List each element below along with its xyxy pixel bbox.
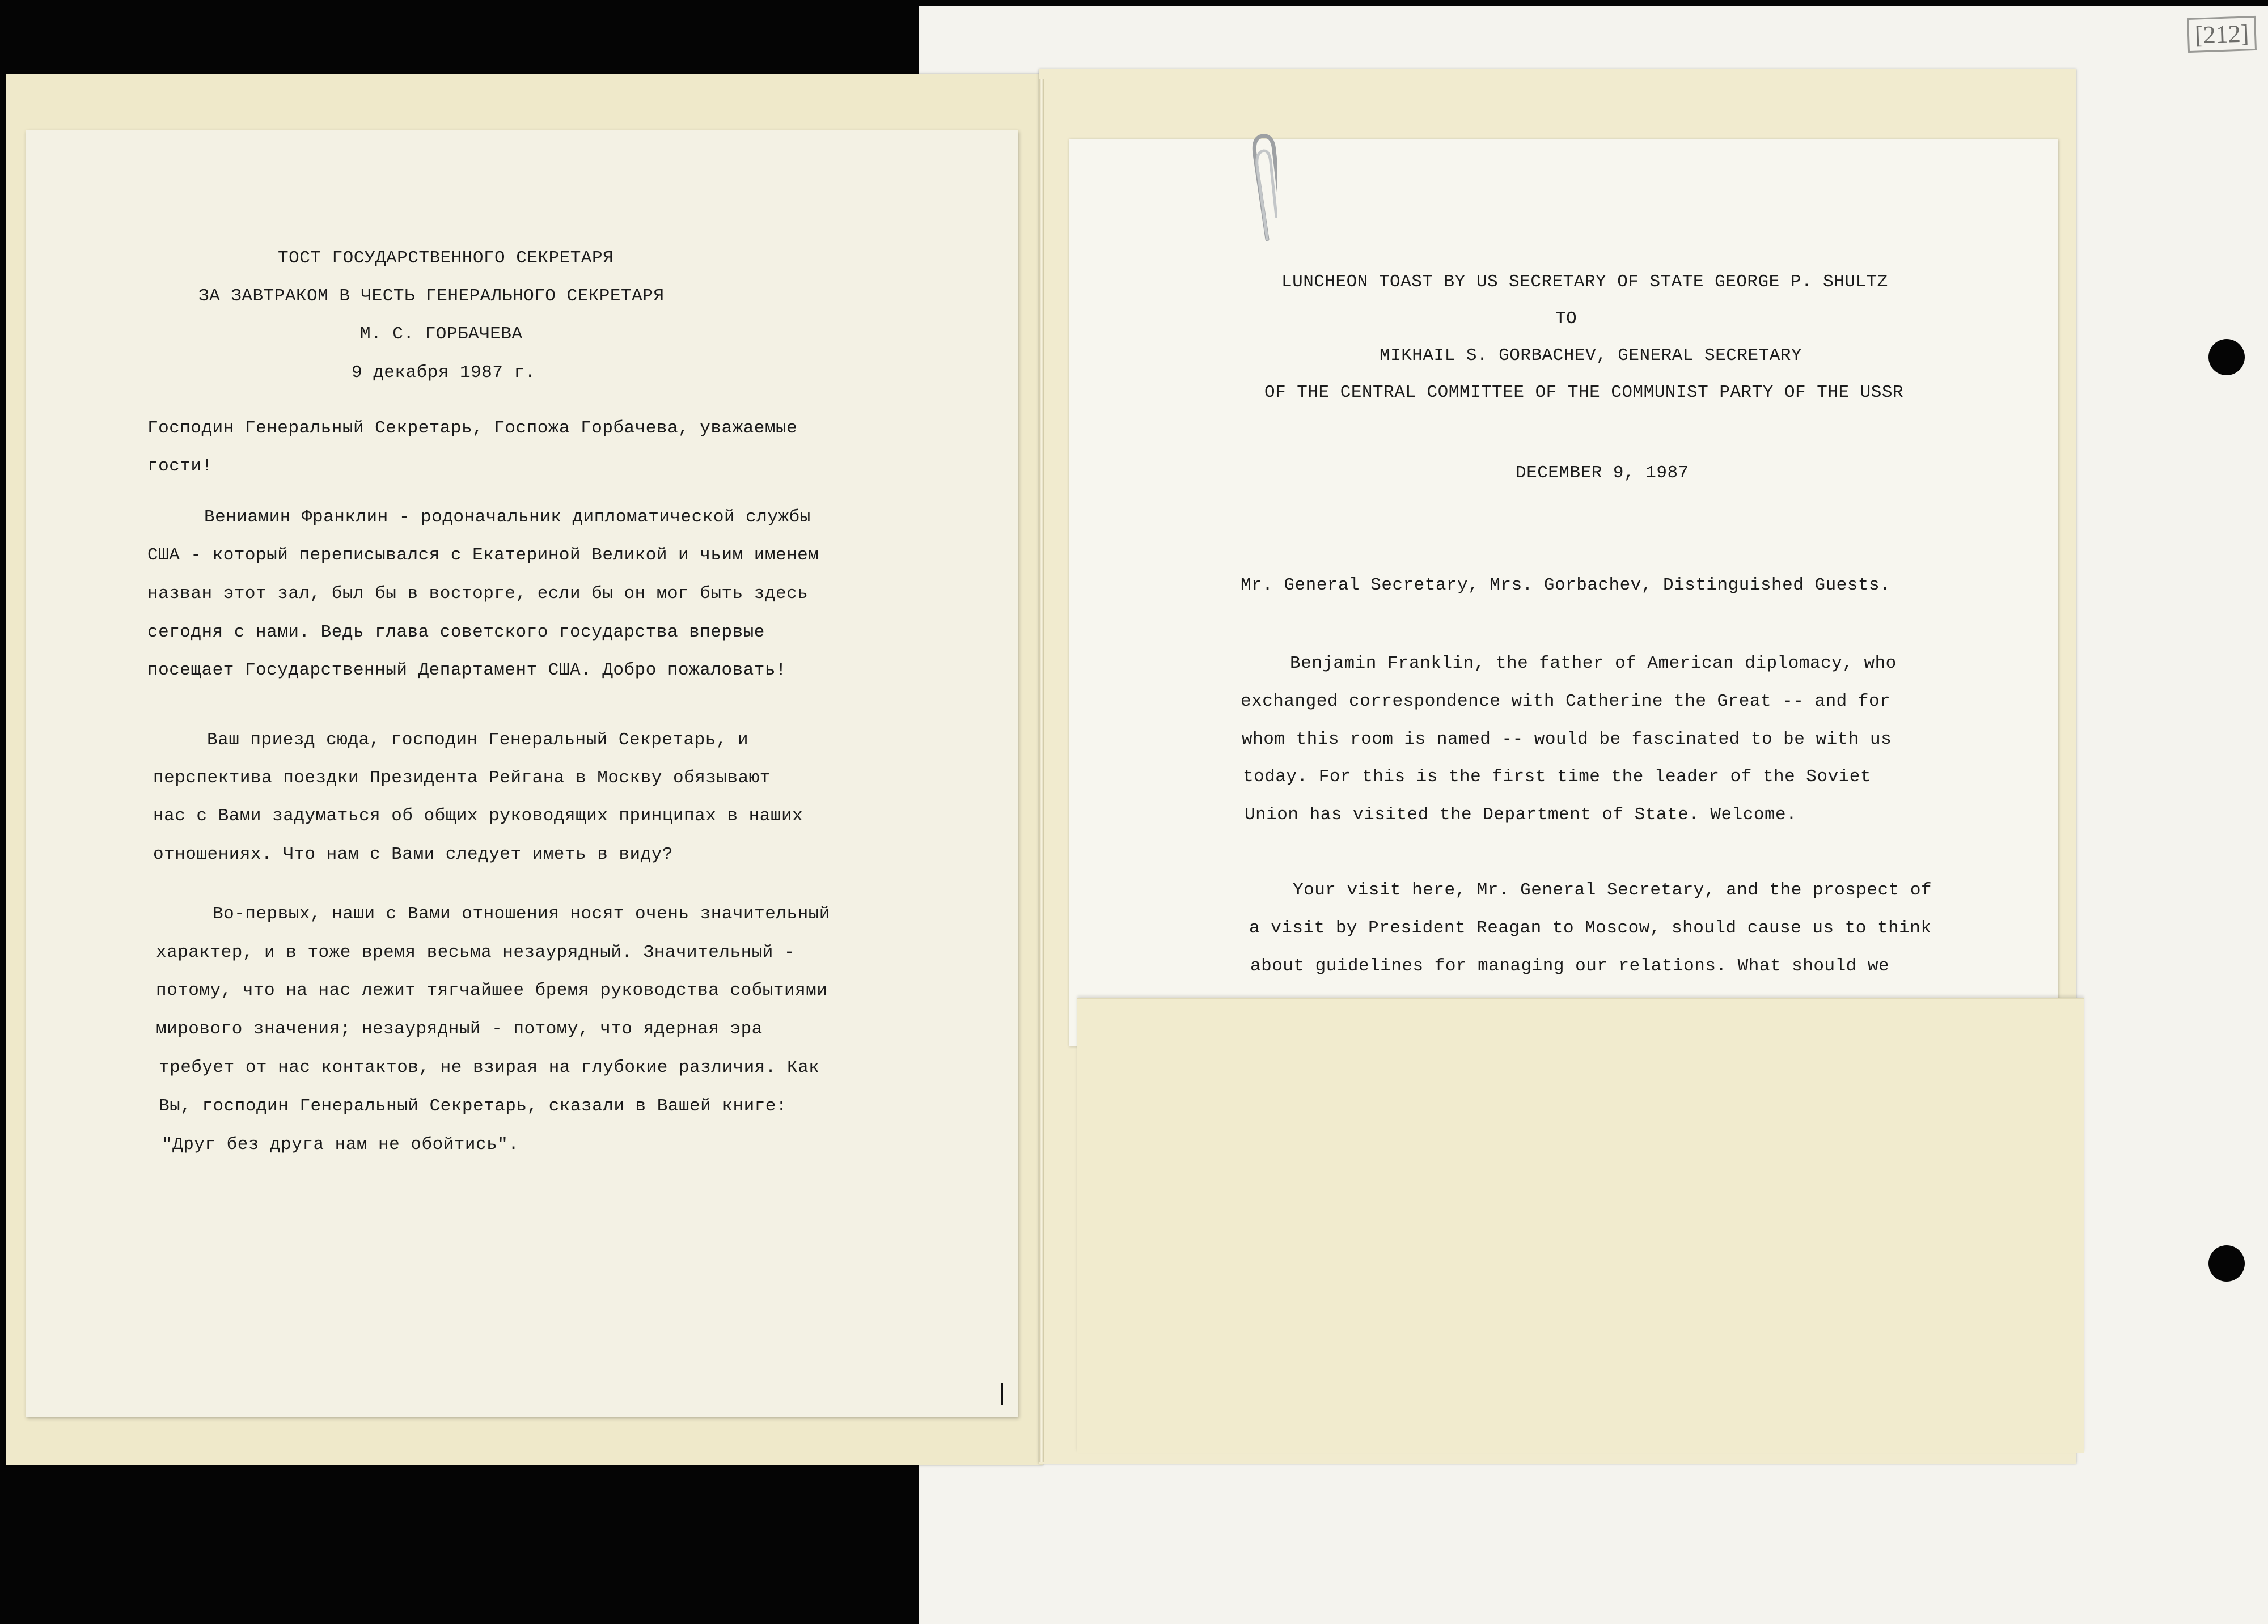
russian-date-line: 9 декабря 1987 г. — [352, 363, 536, 383]
english-body-line: whom this room is named -- would be fascinated to be with us — [1242, 730, 1892, 749]
english-body-line: Union has visited the Department of State. Welcome. — [1245, 805, 1797, 825]
english-body-line: today. For this is the first time the leader of the Soviet — [1243, 767, 1871, 787]
russian-body-line: посещает Государственный Департамент США. Добро пожаловать! — [147, 660, 787, 680]
russian-body-line: требует от нас контактов, не взирая на глубокие различия. Как — [159, 1058, 820, 1078]
english-toast-page — [1069, 139, 2058, 1046]
russian-body-line: сегодня с нами. Ведь глава советского государства впервые — [147, 622, 765, 642]
english-body-line: exchanged correspondence with Catherine the Great -- and for — [1241, 692, 1891, 711]
russian-body-line: потому, что на нас лежит тягчайшее бремя руководства событиями — [156, 981, 828, 1000]
english-title-line-2: TO — [1555, 309, 1577, 329]
russian-body-line: Вениамин Франклин - родоначальник дипломатической службы — [204, 507, 811, 527]
russian-title-line-3: М. С. ГОРБАЧЕВА — [360, 324, 523, 344]
english-body-line: Your visit here, Mr. General Secretary, and the prospect of — [1293, 880, 1932, 900]
page-edge-mark — [1001, 1383, 1003, 1405]
archive-page-number: [212] — [2187, 16, 2257, 53]
english-body-line: about guidelines for managing our relations. What should we — [1250, 956, 1890, 976]
english-body-line: Mr. General Secretary, Mrs. Gorbachev, Distinguished Guests. — [1241, 575, 1891, 595]
english-title-line-1: LUNCHEON TOAST BY US SECRETARY OF STATE GEORGE P. SHULTZ — [1281, 272, 1888, 292]
binder-hole-top — [2208, 339, 2245, 375]
russian-toast-page — [26, 130, 1018, 1417]
russian-title-line-2: ЗА ЗАВТРАКОМ В ЧЕСТЬ ГЕНЕРАЛЬНОГО СЕКРЕТАРЯ — [198, 286, 665, 306]
russian-body-line: гости! — [147, 456, 213, 476]
russian-body-line: перспектива поездки Президента Рейгана в Москву обязывают — [153, 768, 771, 788]
russian-body-line: мирового значения; незаурядный - потому, что ядерная эра — [156, 1019, 763, 1039]
russian-title-line-1: ТОСТ ГОСУДАРСТВЕННОГО СЕКРЕТАРЯ — [278, 248, 614, 268]
russian-body-line: "Друг без друга нам не обойтись". — [162, 1135, 519, 1155]
english-title-line-4: OF THE CENTRAL COMMITTEE OF THE COMMUNIST PARTY OF THE USSR — [1264, 383, 1904, 402]
russian-body-line: Ваш приезд сюда, господин Генеральный Секретарь, и — [207, 730, 749, 750]
english-title-line-3: MIKHAIL S. GORBACHEV, GENERAL SECRETARY — [1380, 346, 1802, 366]
binder-hole-bottom — [2208, 1245, 2245, 1282]
russian-body-line: США - который переписывался с Екатериной Великой и чьим именем — [147, 545, 819, 565]
folder-pocket — [1077, 998, 2084, 1453]
paper-clip-icon — [1250, 132, 1277, 245]
folder-fold — [1039, 79, 1044, 1462]
english-body-line: Benjamin Franklin, the father of American diplomacy, who — [1290, 654, 1897, 673]
russian-body-line: отношениях. Что нам с Вами следует иметь в виду? — [153, 845, 673, 864]
russian-body-line: назван этот зал, был бы в восторге, если бы он мог быть здесь — [147, 584, 809, 604]
russian-body-line: Господин Генеральный Секретарь, Госпожа Горбачева, уважаемые — [147, 418, 798, 438]
russian-body-line: характер, и в тоже время весьма незаурядный. Значительный - — [156, 943, 796, 962]
russian-body-line: Во-первых, наши с Вами отношения носят очень значительный — [213, 904, 830, 924]
english-date-line: DECEMBER 9, 1987 — [1516, 463, 1689, 483]
russian-body-line: Вы, господин Генеральный Секретарь, сказали в Вашей книге: — [159, 1096, 787, 1116]
english-body-line: a visit by President Reagan to Moscow, should cause us to think — [1249, 918, 1932, 938]
russian-body-line: нас с Вами задуматься об общих руководящих принципах в наших — [153, 806, 803, 826]
